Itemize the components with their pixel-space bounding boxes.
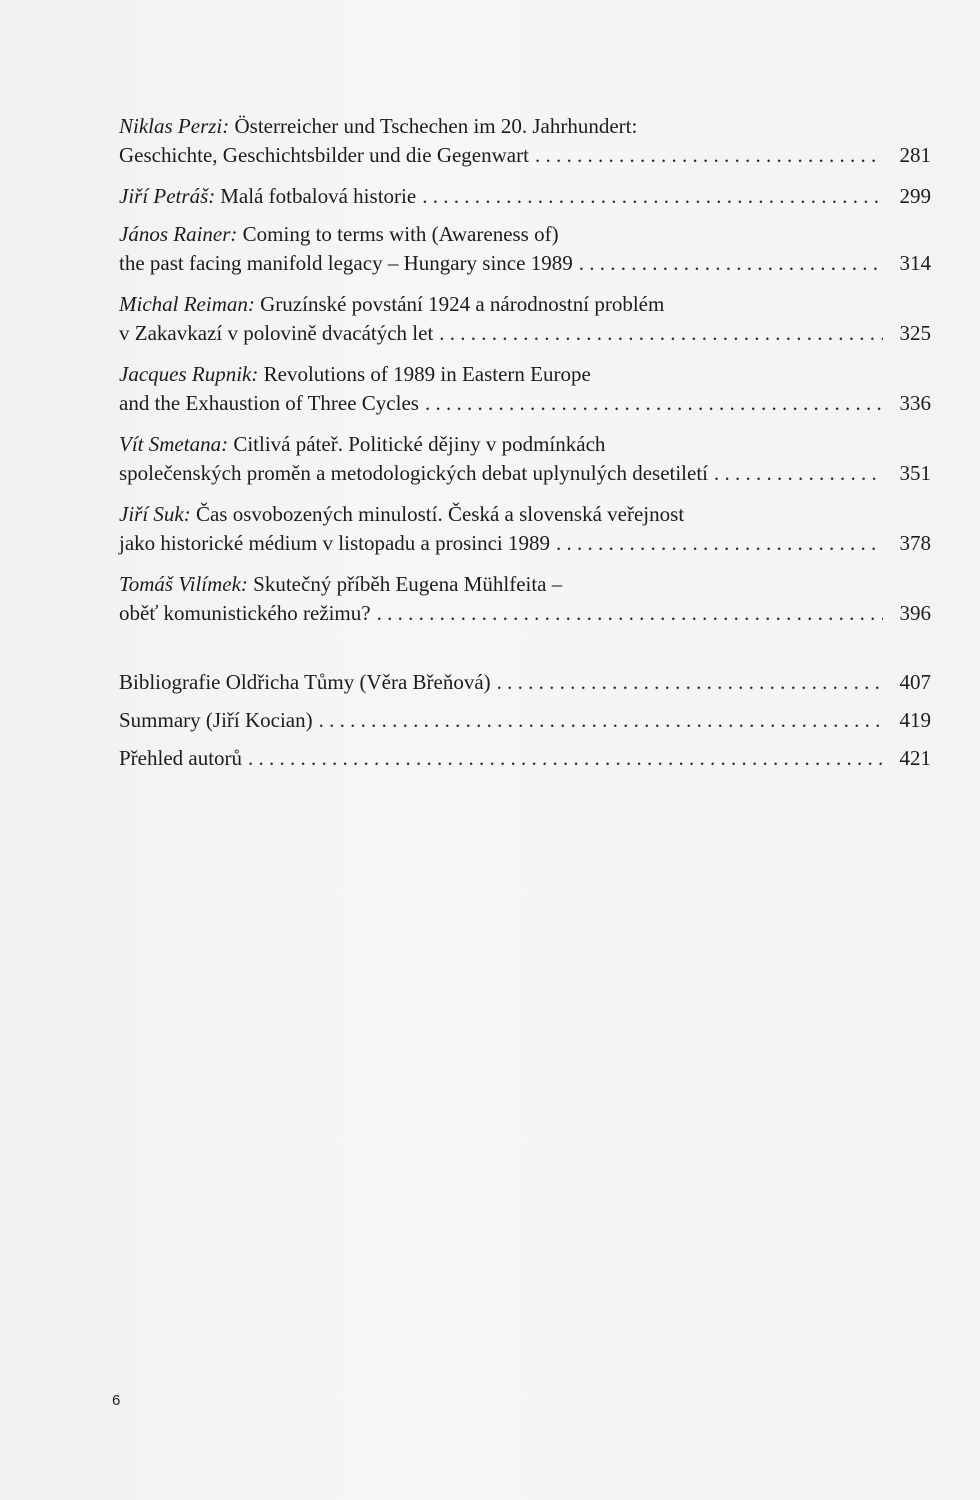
toc-entry-first-line [119, 290, 931, 319]
toc-entry-first-line [119, 360, 931, 389]
toc-entry-page: 336 [899, 391, 931, 415]
toc-entry-title-cont: and the Exhaustion of Three Cycles [119, 391, 419, 415]
toc-entry-page: 396 [899, 601, 931, 625]
toc-entry-last-line [119, 389, 931, 418]
toc-entry-first-line [119, 112, 931, 141]
toc-entry-first-line [119, 570, 931, 599]
toc-entry-page: 281 [899, 143, 931, 167]
toc-entry-author: Niklas Perzi: [119, 114, 230, 138]
toc-entry-title-cont: jako historické médium v listopadu a prosinci 1989 [119, 531, 551, 555]
toc-appendix-page: 419 [899, 708, 931, 732]
toc-entry-title-cont: v Zakavkazí v polovině dvacátých let [119, 321, 434, 345]
toc-appendix-entry [119, 744, 931, 773]
toc-appendix-title: Summary (Jiří Kocian) [119, 708, 313, 732]
toc-entry-page: 351 [899, 461, 931, 485]
toc-appendix-title: Přehled autorů [119, 746, 243, 770]
toc-entry [119, 430, 931, 488]
toc-entry-last-line [119, 319, 931, 348]
dot-leader [579, 249, 883, 278]
page-number: 6 [112, 1392, 121, 1409]
toc-entry-last-line [119, 529, 931, 558]
toc-entry [119, 360, 931, 418]
toc-entry-last-line [119, 459, 931, 488]
toc-entry-last-line [119, 249, 931, 278]
toc-entry [119, 112, 931, 170]
dot-leader [422, 182, 883, 211]
dot-leader [377, 599, 883, 628]
toc-entry-title-cont: Geschichte, Geschichtsbilder und die Gegenwart [119, 143, 529, 167]
toc-entry-author: Michal Reiman: [119, 292, 255, 316]
toc-entry-last-line [119, 182, 931, 211]
toc-appendix-line [119, 706, 931, 735]
toc-entry [119, 220, 931, 278]
toc-entry-title-cont: the past facing manifold legacy – Hungary since 1989 [119, 251, 573, 275]
toc-entry-title-cont: oběť komunistického režimu? [119, 601, 371, 625]
dot-leader [497, 668, 883, 697]
toc-entry-page: 299 [899, 184, 931, 208]
toc-entry-first-line [119, 500, 931, 529]
toc-entry-page: 378 [899, 531, 931, 555]
toc-entry-author: Vít Smetana: [119, 432, 229, 456]
table-of-contents [119, 112, 931, 782]
toc-entry-author: János Rainer: [119, 222, 238, 246]
toc-entry-author: Tomáš Vilímek: [119, 572, 248, 596]
toc-entry-title-cont: společenských proměn a metodologických debat uplynulých desetiletí [119, 461, 709, 485]
dot-leader [556, 529, 883, 558]
toc-entry-title: Citlivá páteř. Politické dějiny v podmínkách [233, 432, 606, 456]
dot-leader [248, 744, 883, 773]
toc-appendix-line [119, 744, 931, 773]
toc-entry [119, 570, 931, 628]
toc-appendix-entry [119, 706, 931, 735]
toc-entry [119, 182, 931, 211]
toc-entry-title: Revolutions of 1989 in Eastern Europe [263, 362, 591, 386]
toc-entry-first-line [119, 430, 931, 459]
toc-entry-page: 314 [899, 251, 931, 275]
toc-appendix-page: 407 [899, 670, 931, 694]
toc-entry-title: Österreicher und Tschechen im 20. Jahrhundert: [234, 114, 638, 138]
toc-appendix-title: Bibliografie Oldřicha Tůmy (Věra Břeňová) [119, 670, 491, 694]
toc-appendix-line [119, 668, 931, 697]
toc-entry-author: Jacques Rupnik: [119, 362, 259, 386]
toc-entry-last-line [119, 141, 931, 170]
dot-leader [714, 459, 883, 488]
toc-entry-last-line [119, 599, 931, 628]
toc-entry-first-line [119, 220, 931, 249]
toc-entry-title: Čas osvobozených minulostí. Česká a slovenská veřejnost [195, 502, 685, 526]
toc-entry-title: Skutečný příběh Eugena Mühlfeita – [253, 572, 563, 596]
dot-leader [535, 141, 883, 170]
toc-entry [119, 290, 931, 348]
dot-leader [425, 389, 883, 418]
toc-entry-title: Gruzínské povstání 1924 a národnostní problém [260, 292, 665, 316]
toc-entry-page: 325 [899, 321, 931, 345]
dot-leader [439, 319, 883, 348]
section-gap [119, 640, 931, 668]
toc-appendix-page: 421 [899, 746, 931, 770]
dot-leader [319, 706, 883, 735]
toc-entry-title: Coming to terms with (Awareness of) [242, 222, 559, 246]
toc-appendix-entry [119, 668, 931, 697]
toc-entry [119, 500, 931, 558]
toc-entry-author: Jiří Suk: [119, 502, 191, 526]
toc-entry-author: Jiří Petráš: [119, 184, 216, 208]
toc-entry-title: Malá fotbalová historie [220, 184, 417, 208]
